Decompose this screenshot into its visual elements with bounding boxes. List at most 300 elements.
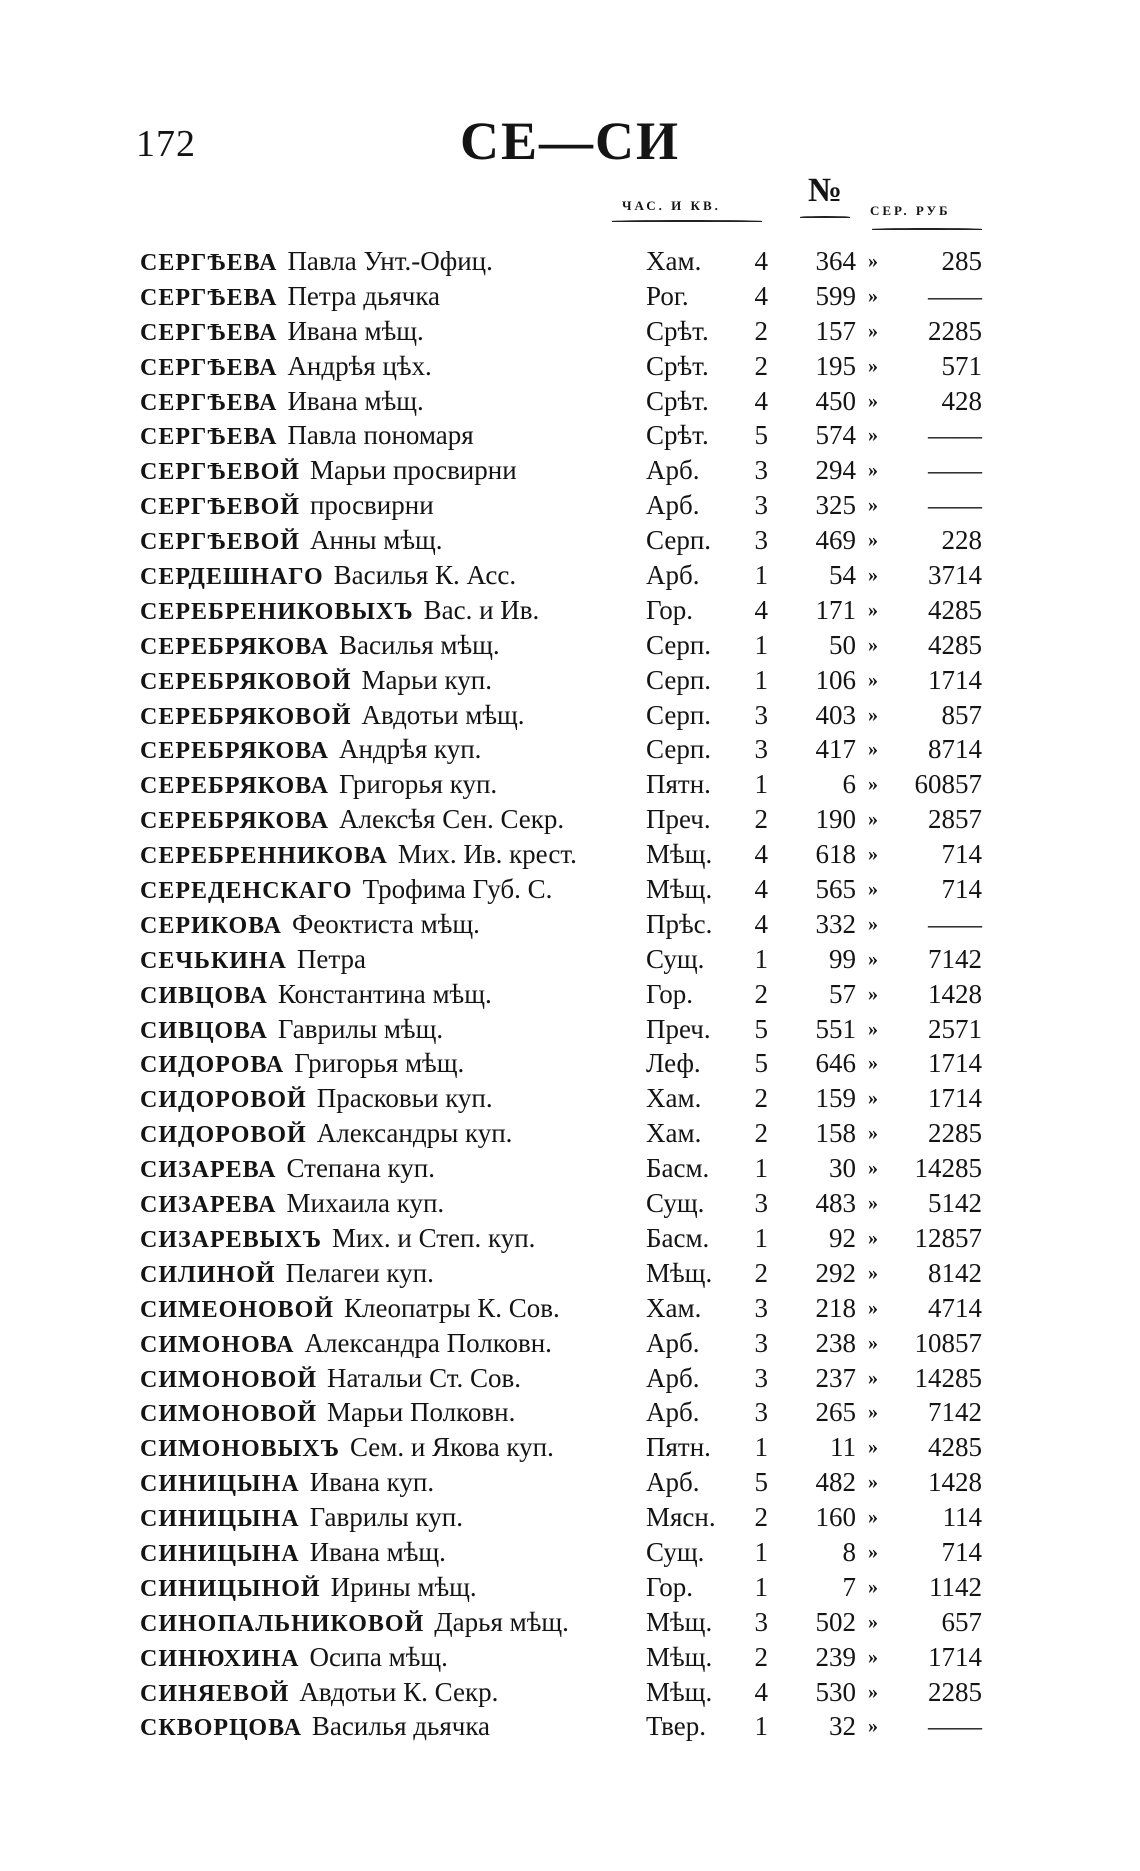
entry-marker: » bbox=[868, 319, 878, 342]
entry-name bbox=[140, 349, 432, 386]
list-item bbox=[0, 593, 1140, 628]
entry-surname: СЕРДЕШНАГО bbox=[140, 564, 324, 591]
list-item bbox=[0, 1395, 1140, 1430]
entry-ward: 4 bbox=[754, 908, 768, 939]
entry-marker: » bbox=[868, 250, 878, 272]
list-item bbox=[0, 1430, 1140, 1465]
entry-surname: СИВЦОВА bbox=[140, 1017, 268, 1044]
entry-house-number: 332 bbox=[815, 908, 856, 939]
entry-name bbox=[140, 1465, 434, 1502]
list-item bbox=[0, 1640, 1140, 1675]
entry-rubles: 114 bbox=[942, 1502, 982, 1533]
entry-ward: 1 bbox=[754, 664, 768, 695]
list-item bbox=[0, 767, 1140, 802]
entry-name bbox=[140, 1012, 443, 1049]
entry-surname: СЕРГѢЕВА bbox=[140, 284, 278, 311]
entry-rubles: 714 bbox=[941, 839, 982, 870]
entry-rubles: 1714 bbox=[928, 1048, 982, 1079]
list-item bbox=[0, 1221, 1140, 1256]
entry-given-name-rank: Гаврилы мѣщ. bbox=[277, 1013, 444, 1044]
entry-part: Гор. bbox=[646, 978, 693, 1009]
entry-marker: » bbox=[868, 1226, 878, 1249]
entry-surname: СЕРГѢЕВОЙ bbox=[140, 459, 300, 486]
entry-marker: » bbox=[868, 1540, 878, 1563]
entry-rubles: 4714 bbox=[928, 1292, 982, 1323]
entry-part: Сущ. bbox=[646, 1188, 705, 1219]
entry-given-name-rank: Дарья мѣщ. bbox=[434, 1606, 569, 1637]
entry-rubles: 1428 bbox=[928, 978, 982, 1009]
entry-rubles: 2857 bbox=[928, 804, 982, 835]
entry-name bbox=[140, 1675, 498, 1712]
entry-part: Гор. bbox=[646, 594, 693, 625]
list-item bbox=[0, 1326, 1140, 1361]
entry-surname: СИНИЦЫНА bbox=[140, 1506, 300, 1533]
entry-ward: 1 bbox=[754, 1711, 768, 1742]
entry-house-number: 403 bbox=[815, 699, 856, 730]
list-item bbox=[0, 244, 1140, 279]
entry-marker: » bbox=[868, 738, 878, 761]
list-item bbox=[0, 942, 1140, 977]
entry-ward: 3 bbox=[754, 1606, 768, 1637]
entry-house-number: 106 bbox=[815, 664, 856, 695]
entry-rubles: 1428 bbox=[928, 1467, 982, 1498]
entry-name bbox=[140, 663, 492, 700]
entry-marker: » bbox=[868, 1087, 878, 1110]
entry-marker: » bbox=[868, 564, 878, 587]
entry-ward: 4 bbox=[754, 594, 768, 625]
entry-surname: СЕРГѢЕВА bbox=[140, 319, 278, 346]
entry-rubles: 857 bbox=[941, 699, 982, 730]
running-head: СЕ—СИ bbox=[460, 111, 681, 171]
entry-marker: » bbox=[868, 947, 878, 970]
entry-house-number: 565 bbox=[815, 874, 856, 905]
entry-surname: СЕРГѢЕВА bbox=[140, 250, 278, 276]
entry-given-name-rank: Авдотьи мѣщ. bbox=[361, 699, 525, 730]
entry-name bbox=[140, 1361, 521, 1398]
entry-house-number: 239 bbox=[815, 1641, 856, 1672]
entry-marker: » bbox=[868, 1017, 878, 1040]
entry-given-name-rank: Андрѣя цѣх. bbox=[287, 350, 432, 381]
entry-rubles: 1714 bbox=[928, 1083, 982, 1114]
entry-house-number: 159 bbox=[815, 1083, 856, 1114]
entry-house-number: 30 bbox=[829, 1153, 856, 1184]
entry-list bbox=[0, 244, 1140, 1744]
entry-ward: 2 bbox=[754, 978, 768, 1009]
entry-house-number: 57 bbox=[829, 978, 856, 1009]
entry-ward: 3 bbox=[754, 1292, 768, 1323]
entry-house-number: 364 bbox=[815, 246, 856, 276]
entry-part: Арб. bbox=[646, 1397, 700, 1428]
entry-rubles: 4285 bbox=[928, 629, 982, 660]
entry-rubles: 10857 bbox=[914, 1327, 982, 1358]
entry-surname: СЕРЕБРЕНИКОВЫХЪ bbox=[140, 598, 414, 625]
entry-surname: СИВЦОВА bbox=[140, 982, 268, 1009]
entry-marker: » bbox=[868, 1506, 878, 1529]
entry-part: Пятн. bbox=[646, 1432, 711, 1463]
entry-house-number: 195 bbox=[815, 350, 856, 381]
entry-surname: СЕРЕБРЯКОВА bbox=[140, 808, 329, 835]
entry-ward: 4 bbox=[754, 246, 768, 276]
entry-rubles: —— bbox=[928, 455, 982, 486]
entry-ward: 4 bbox=[754, 385, 768, 416]
entry-marker: » bbox=[868, 1436, 878, 1459]
list-item bbox=[0, 279, 1140, 314]
entry-house-number: 157 bbox=[815, 315, 856, 346]
entry-house-number: 450 bbox=[815, 385, 856, 416]
entry-surname: СИЗАРЕВА bbox=[140, 1192, 277, 1219]
entry-surname: СИЛИНОЙ bbox=[140, 1261, 276, 1288]
entry-house-number: 50 bbox=[829, 629, 856, 660]
entry-house-number: 530 bbox=[815, 1676, 856, 1707]
entry-part: Серп. bbox=[646, 525, 712, 556]
entry-given-name-rank: Авдотьи К. Секр. bbox=[299, 1676, 499, 1707]
list-item bbox=[0, 977, 1140, 1012]
entry-marker: » bbox=[868, 1575, 878, 1598]
list-item bbox=[0, 837, 1140, 872]
entry-name bbox=[140, 1326, 552, 1363]
entry-ward: 3 bbox=[754, 699, 768, 730]
entry-rubles: 571 bbox=[941, 350, 982, 381]
entry-name bbox=[140, 1709, 490, 1746]
entry-part: Серп. bbox=[646, 629, 712, 660]
entry-given-name-rank: Григорья куп. bbox=[338, 769, 498, 800]
column-header-rubles: СЕР. РУБ bbox=[870, 203, 951, 218]
list-item bbox=[0, 1709, 1140, 1744]
entry-name bbox=[140, 977, 492, 1014]
entry-rubles: 714 bbox=[941, 874, 982, 905]
entry-name bbox=[140, 767, 497, 804]
entry-ward: 5 bbox=[754, 1048, 768, 1079]
entry-name bbox=[140, 837, 577, 874]
entry-name bbox=[140, 698, 525, 735]
entry-ward: 1 bbox=[754, 769, 768, 800]
entry-given-name-rank: Александры куп. bbox=[316, 1118, 513, 1149]
entry-house-number: 483 bbox=[815, 1188, 856, 1219]
list-item bbox=[0, 384, 1140, 419]
entry-given-name-rank: Феоктиста мѣщ. bbox=[291, 908, 480, 939]
entry-part: Срѣт. bbox=[646, 350, 709, 381]
entry-marker: » bbox=[868, 1645, 878, 1668]
entry-marker: » bbox=[868, 1471, 878, 1494]
entry-ward: 4 bbox=[754, 1676, 768, 1707]
entry-house-number: 238 bbox=[815, 1327, 856, 1358]
entry-part: Арб. bbox=[646, 490, 700, 521]
entry-part: Басм. bbox=[646, 1222, 710, 1253]
entry-ward: 5 bbox=[754, 1013, 768, 1044]
entry-ward: 1 bbox=[754, 1536, 768, 1567]
entry-surname: СИНЮХИНА bbox=[140, 1645, 300, 1672]
entry-marker: » bbox=[868, 633, 878, 656]
entry-marker: » bbox=[868, 912, 878, 935]
entry-rubles: 4285 bbox=[928, 594, 982, 625]
entry-rubles: 2285 bbox=[928, 1676, 982, 1707]
entry-rubles: 1714 bbox=[928, 1641, 982, 1672]
entry-marker: » bbox=[868, 1610, 878, 1633]
entry-marker: » bbox=[868, 1261, 878, 1284]
list-item bbox=[0, 349, 1140, 384]
entry-name bbox=[140, 1430, 554, 1467]
entry-ward: 2 bbox=[754, 1502, 768, 1533]
list-item bbox=[0, 488, 1140, 523]
entry-house-number: 292 bbox=[815, 1257, 856, 1288]
list-item bbox=[0, 663, 1140, 698]
entry-rubles: 60857 bbox=[914, 769, 982, 800]
entry-house-number: 32 bbox=[829, 1711, 856, 1742]
entry-given-name-rank: Трофима Губ. С. bbox=[362, 874, 553, 905]
entry-part: Мѣщ. bbox=[646, 1676, 713, 1707]
entry-name bbox=[140, 628, 500, 665]
entry-house-number: 482 bbox=[815, 1467, 856, 1498]
entry-ward: 3 bbox=[754, 1362, 768, 1393]
entry-name bbox=[140, 1081, 493, 1118]
entry-part: Срѣт. bbox=[646, 385, 709, 416]
entry-ward: 1 bbox=[754, 629, 768, 660]
entry-part: Мѣщ. bbox=[646, 1606, 713, 1637]
entry-part: Сущ. bbox=[646, 943, 705, 974]
list-item bbox=[0, 1046, 1140, 1081]
entry-house-number: 294 bbox=[815, 455, 856, 486]
entry-given-name-rank: Михаила куп. bbox=[286, 1188, 445, 1219]
list-item bbox=[0, 523, 1140, 558]
entry-given-name-rank: Василья дьячка bbox=[311, 1711, 491, 1742]
entry-name bbox=[140, 558, 516, 595]
entry-name bbox=[140, 523, 443, 560]
entry-house-number: 8 bbox=[842, 1536, 856, 1567]
entry-part: Арб. bbox=[646, 1362, 700, 1393]
entry-marker: » bbox=[868, 1122, 878, 1145]
list-item bbox=[0, 1500, 1140, 1535]
entry-given-name-rank: Гаврилы куп. bbox=[309, 1502, 463, 1533]
entry-marker: » bbox=[868, 459, 878, 482]
entry-ward: 3 bbox=[754, 525, 768, 556]
entry-given-name-rank: Пелагеи куп. bbox=[285, 1257, 434, 1288]
page-number: 172 bbox=[136, 123, 196, 165]
entry-given-name-rank: Клеопатры К. Сов. bbox=[344, 1292, 560, 1323]
entry-surname: СЕРЕДЕНСКАГО bbox=[140, 878, 353, 905]
entry-name bbox=[140, 279, 440, 316]
entry-surname: СИДОРОВА bbox=[140, 1052, 285, 1079]
entry-name bbox=[140, 593, 539, 630]
list-item bbox=[0, 907, 1140, 942]
entry-marker: » bbox=[868, 389, 878, 412]
entry-ward: 3 bbox=[754, 490, 768, 521]
list-item bbox=[0, 698, 1140, 733]
entry-part: Гор. bbox=[646, 1571, 693, 1602]
entry-part: Мѣщ. bbox=[646, 1257, 713, 1288]
entry-house-number: 574 bbox=[815, 420, 856, 451]
entry-surname: СЕРГѢЕВОЙ bbox=[140, 494, 300, 521]
entry-part: Срѣт. bbox=[646, 420, 709, 451]
entry-house-number: 502 bbox=[815, 1606, 856, 1637]
list-item bbox=[0, 1605, 1140, 1640]
list-item bbox=[0, 1151, 1140, 1186]
entry-rubles: 428 bbox=[941, 385, 982, 416]
list-item bbox=[0, 1081, 1140, 1116]
entry-house-number: 325 bbox=[815, 490, 856, 521]
entry-marker: » bbox=[868, 284, 878, 307]
entry-rubles: 8714 bbox=[928, 734, 982, 765]
entry-name bbox=[140, 1570, 477, 1607]
entry-name bbox=[140, 942, 366, 979]
entry-part: Хам. bbox=[646, 246, 702, 276]
entry-part: Басм. bbox=[646, 1153, 710, 1184]
entry-marker: » bbox=[868, 1366, 878, 1389]
entry-rubles: 1142 bbox=[929, 1571, 982, 1602]
list-item bbox=[0, 732, 1140, 767]
entry-surname: СЕРГѢЕВА bbox=[140, 354, 278, 381]
entry-ward: 2 bbox=[754, 1118, 768, 1149]
entry-rubles: 14285 bbox=[914, 1153, 982, 1184]
entry-name bbox=[140, 732, 481, 769]
entry-part: Срѣт. bbox=[646, 315, 709, 346]
entry-ward: 5 bbox=[754, 420, 768, 451]
list-item bbox=[0, 1675, 1140, 1710]
entry-house-number: 469 bbox=[815, 525, 856, 556]
entry-marker: » bbox=[868, 668, 878, 691]
entry-given-name-rank: Павла Унт.-Офиц. bbox=[287, 246, 493, 276]
entry-rubles: —— bbox=[928, 1711, 982, 1742]
list-item bbox=[0, 1256, 1140, 1291]
entry-rubles: 7142 bbox=[928, 1397, 982, 1428]
entry-given-name-rank: Сем. и Якова куп. bbox=[349, 1432, 554, 1463]
entry-given-name-rank: Прасковьи куп. bbox=[316, 1083, 493, 1114]
entry-given-name-rank: Степана куп. bbox=[286, 1153, 435, 1184]
entry-rubles: 8142 bbox=[928, 1257, 982, 1288]
entry-given-name-rank: Петра bbox=[296, 943, 366, 974]
entry-given-name-rank: Ирины мѣщ. bbox=[330, 1571, 477, 1602]
entry-rubles: 2285 bbox=[928, 1118, 982, 1149]
entry-rubles: 14285 bbox=[914, 1362, 982, 1393]
entry-surname: СЕРЕБРЯКОВА bbox=[140, 773, 329, 800]
list-item bbox=[0, 418, 1140, 453]
column-header-parts: ЧАС. И КВ. bbox=[622, 198, 721, 213]
entry-name bbox=[140, 453, 517, 490]
entry-marker: » bbox=[868, 878, 878, 901]
entry-part: Преч. bbox=[646, 804, 711, 835]
entry-part: Арб. bbox=[646, 1327, 700, 1358]
entry-house-number: 646 bbox=[815, 1048, 856, 1079]
entry-name bbox=[140, 1256, 434, 1293]
entry-marker: » bbox=[868, 494, 878, 517]
entry-given-name-rank: Александра Полковн. bbox=[304, 1327, 552, 1358]
entry-part: Хам. bbox=[646, 1292, 702, 1323]
list-item bbox=[0, 1012, 1140, 1047]
entry-house-number: 190 bbox=[815, 804, 856, 835]
entry-rubles: 3714 bbox=[928, 560, 982, 591]
list-item bbox=[0, 1361, 1140, 1396]
entry-rubles: 1714 bbox=[928, 664, 982, 695]
entry-surname: СИДОРОВОЙ bbox=[140, 1087, 307, 1114]
entry-marker: » bbox=[868, 808, 878, 831]
entry-house-number: 6 bbox=[842, 769, 856, 800]
entry-given-name-rank: Алексѣя Сен. Секр. bbox=[338, 804, 565, 835]
entry-given-name-rank: Натальи Ст. Сов. bbox=[327, 1362, 522, 1393]
entry-part: Хам. bbox=[646, 1083, 702, 1114]
entry-marker: » bbox=[868, 598, 878, 621]
entry-rubles: 2571 bbox=[928, 1013, 982, 1044]
entry-given-name-rank: Марьи Полковн. bbox=[327, 1397, 516, 1428]
entry-name bbox=[140, 244, 493, 281]
list-item bbox=[0, 453, 1140, 488]
entry-rubles: 657 bbox=[941, 1606, 982, 1637]
entry-given-name-rank: Марьи куп. bbox=[361, 664, 492, 695]
entry-surname: СЕРГѢЕВОЙ bbox=[140, 529, 300, 556]
entry-surname: СИНИЦЫНА bbox=[140, 1471, 300, 1498]
entry-rubles: —— bbox=[928, 908, 982, 939]
entry-house-number: 7 bbox=[842, 1571, 856, 1602]
entry-rubles: —— bbox=[928, 490, 982, 521]
list-item bbox=[0, 628, 1140, 663]
entry-marker: » bbox=[868, 703, 878, 726]
entry-part: Арб. bbox=[646, 1467, 700, 1498]
entry-ward: 3 bbox=[754, 1327, 768, 1358]
entry-house-number: 551 bbox=[815, 1013, 856, 1044]
entry-marker: » bbox=[868, 982, 878, 1005]
entry-ward: 2 bbox=[754, 315, 768, 346]
entry-given-name-rank: Осипа мѣщ. bbox=[309, 1641, 448, 1672]
entry-surname: СИНИЦЫНОЙ bbox=[140, 1575, 321, 1602]
entry-surname: СИМОНОВОЙ bbox=[140, 1401, 317, 1428]
list-item bbox=[0, 1465, 1140, 1500]
entry-surname: СЕРЕБРЯКОВА bbox=[140, 738, 329, 765]
entry-ward: 4 bbox=[754, 874, 768, 905]
entry-ward: 2 bbox=[754, 804, 768, 835]
column-header-house-number: № bbox=[808, 172, 843, 209]
entry-house-number: 158 bbox=[815, 1118, 856, 1149]
entry-ward: 1 bbox=[754, 1432, 768, 1463]
entry-marker: » bbox=[868, 1296, 878, 1319]
list-item bbox=[0, 802, 1140, 837]
entry-given-name-rank: просвирни bbox=[309, 490, 434, 521]
entry-surname: СИМОНОВОЙ bbox=[140, 1366, 317, 1393]
list-item bbox=[0, 1116, 1140, 1151]
entry-marker: » bbox=[868, 1401, 878, 1424]
entry-name bbox=[140, 1116, 512, 1153]
entry-ward: 3 bbox=[754, 734, 768, 765]
entry-ward: 1 bbox=[754, 943, 768, 974]
entry-surname: СИМОНОВЫХЪ bbox=[140, 1436, 340, 1463]
entry-surname: СИЗАРЕВА bbox=[140, 1157, 277, 1184]
entry-surname: СЕРИКОВА bbox=[140, 912, 282, 939]
entry-part: Арб. bbox=[646, 455, 700, 486]
entry-part: Рог. bbox=[646, 280, 689, 311]
entry-given-name-rank: Мих. Ив. крест. bbox=[397, 839, 577, 870]
entry-part: Мѣщ. bbox=[646, 839, 713, 870]
entry-surname: СЕРГѢЕВА bbox=[140, 424, 278, 451]
entry-surname: СИНОПАЛЬНИКОВОЙ bbox=[140, 1610, 425, 1637]
entry-surname: СИЗАРЕВЫХЪ bbox=[140, 1226, 322, 1253]
entry-rubles: 228 bbox=[941, 525, 982, 556]
entry-part: Хам. bbox=[646, 1118, 702, 1149]
entry-name bbox=[140, 418, 474, 455]
entry-given-name-rank: Анны мѣщ. bbox=[309, 525, 443, 556]
entry-part: Прѣс. bbox=[646, 908, 713, 939]
entry-given-name-rank: Андрѣя куп. bbox=[338, 734, 482, 765]
entry-given-name-rank: Марьи просвирни bbox=[309, 455, 517, 486]
entry-name bbox=[140, 1640, 448, 1677]
entry-part: Пятн. bbox=[646, 769, 711, 800]
entry-name bbox=[140, 1221, 535, 1258]
entry-ward: 2 bbox=[754, 1257, 768, 1288]
entry-surname: СИНЯЕВОЙ bbox=[140, 1680, 290, 1707]
entry-house-number: 54 bbox=[829, 560, 856, 591]
entry-part: Серп. bbox=[646, 734, 712, 765]
entry-ward: 3 bbox=[754, 1188, 768, 1219]
entry-house-number: 265 bbox=[815, 1397, 856, 1428]
entry-house-number: 11 bbox=[830, 1432, 856, 1463]
entry-part: Мѣщ. bbox=[646, 874, 713, 905]
list-item bbox=[0, 1186, 1140, 1221]
